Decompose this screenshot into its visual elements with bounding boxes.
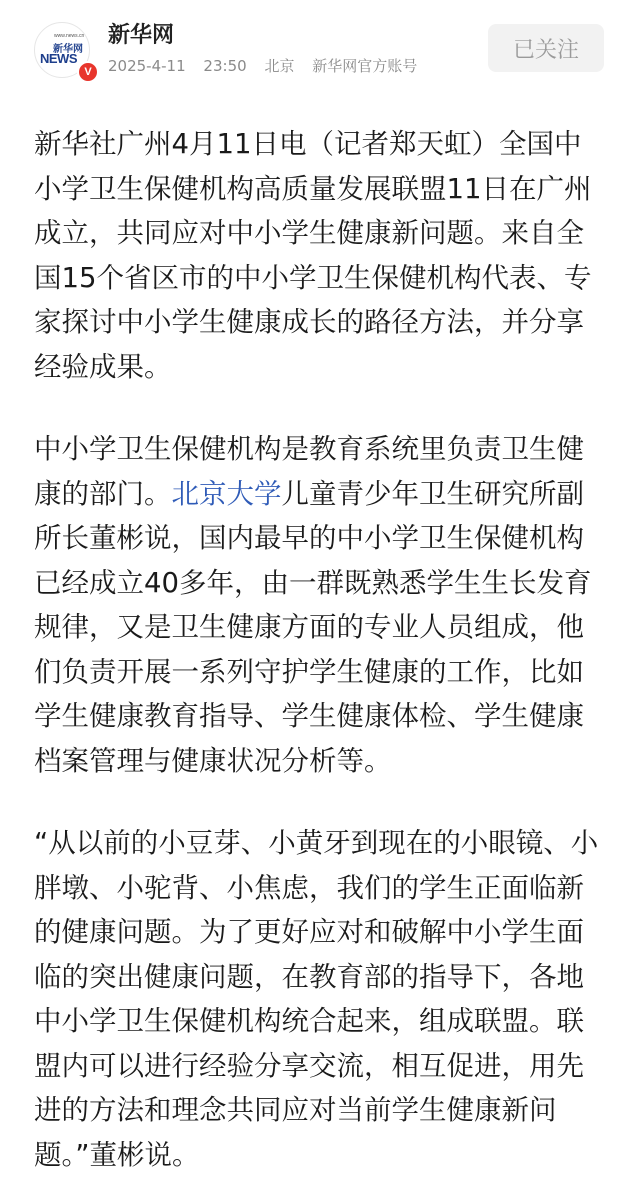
author-name[interactable]: 新华网	[108, 23, 175, 48]
peking-university-link[interactable]: 北京大学	[171, 477, 282, 510]
article-header	[0, 0, 640, 100]
logo-en-text: NEWS	[40, 51, 77, 66]
post-date: 2025-4-11	[108, 57, 186, 75]
paragraph-text: 儿童青少年卫生研究所副所长董彬说，国内最早的中小学卫生保健机构已经成立40多年，由一群既熟悉学生生长发育规律，又是卫生健康方面的专业人员组成，他们负责开展一系列守护学生健康的工作，比如学生健康教育指导、学生健康体检、学生健康档案管理与健康状况分析等。	[34, 477, 592, 777]
follow-button[interactable]: 已关注	[488, 24, 604, 72]
article-paragraph	[34, 427, 606, 783]
logo-cn-text: 新华网	[53, 44, 83, 55]
verified-badge-icon: V	[77, 61, 99, 83]
article-paragraph: “从以前的小豆芽、小黄牙到现在的小眼镜、小胖墩、小驼背、小焦虑，我们的学生正面临新的健康问题。为了更好应对和破解中小学生面临的突出健康问题，在教育部的指导下，各地中小学卫生保健机构统合起来，组成联盟。联盟内可以进行经验分享交流，相互促进，用先进的方法和理念共同应对当前学生健康新问题。”董彬说。	[34, 827, 599, 1171]
account-type: 新华网官方账号	[312, 57, 418, 75]
article-paragraph: 新华社广州4月11日电（记者郑天虹）全国中小学卫生保健机构高质量发展联盟11日在广州成立，共同应对中小学生健康新问题。来自全国15个省区市的中小学卫生保健机构代表、专家探讨中小学生健康成长的路径方法，并分享经验成果。	[34, 128, 592, 383]
paragraph-text: 中小学卫生保健机构是教育系统里负责卫生健康的部门。	[34, 433, 584, 510]
author-avatar[interactable]	[34, 22, 90, 78]
post-meta	[108, 55, 430, 76]
post-location: 北京	[264, 57, 295, 75]
logo-url-text: www.news.cn	[54, 33, 85, 39]
post-time: 23:50	[203, 57, 247, 75]
article-body	[0, 100, 640, 1177]
